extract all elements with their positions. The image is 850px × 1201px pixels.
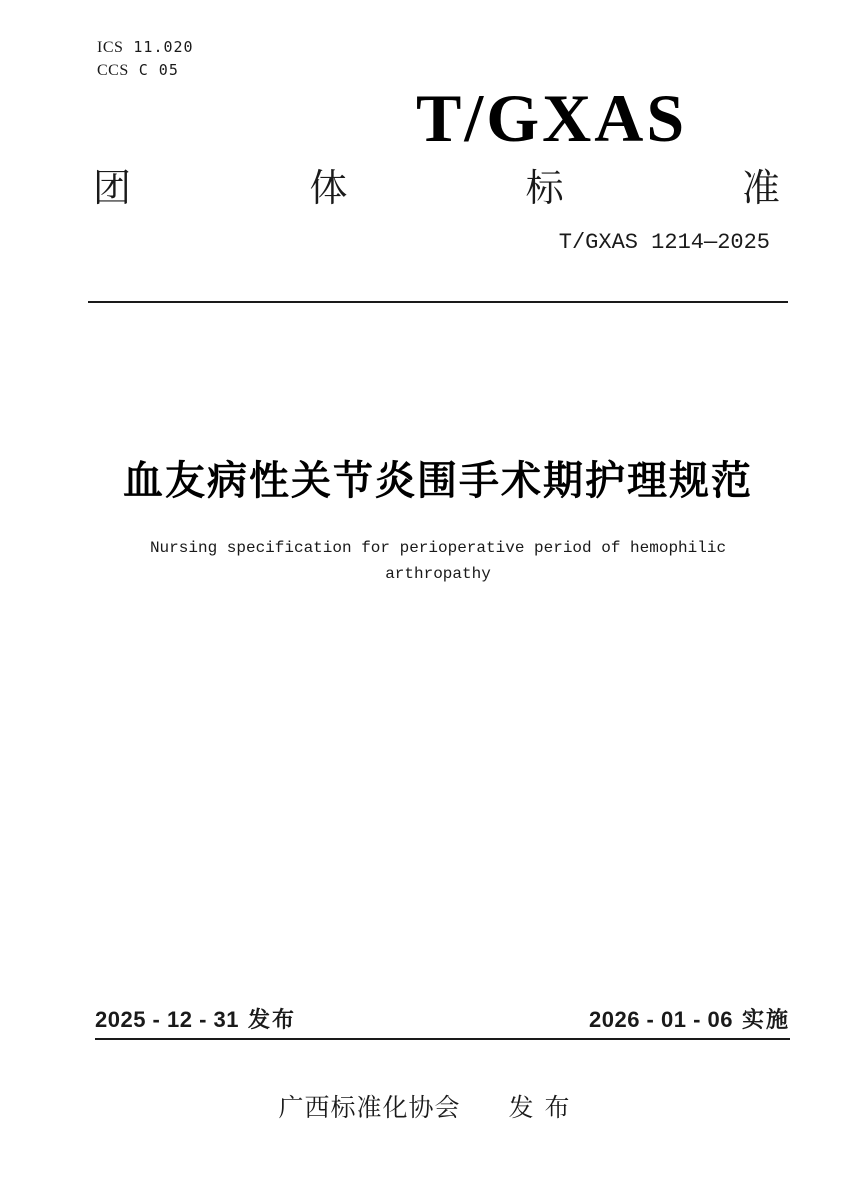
standard-title-english-line1: Nursing specification for perioperative period of hemophilic	[149, 539, 727, 557]
standard-type-char: 准	[741, 168, 780, 210]
ics-value: 11.020	[133, 38, 194, 56]
standard-type-char: 标	[525, 168, 564, 210]
ics-label: ICS	[97, 39, 124, 56]
publisher-organization: 广西标准化协会	[278, 1094, 461, 1122]
ccs-value: C 05	[138, 61, 179, 79]
society-logo-text: T/GXAS	[416, 80, 688, 156]
header-divider-line	[88, 301, 788, 303]
implementation-date-label: 实施	[741, 1007, 790, 1032]
standard-number: T/GXAS 1214—2025	[558, 230, 770, 255]
classification-codes	[97, 36, 194, 82]
implementation-date: 2026 - 01 - 06	[589, 1007, 733, 1032]
ccs-code-line	[97, 59, 194, 82]
dates-row	[95, 1006, 790, 1034]
standard-type-row	[93, 168, 780, 210]
standard-title-english-line2: arthropathy	[385, 565, 491, 583]
issue-date: 2025 - 12 - 31	[95, 1007, 239, 1032]
publisher-action-label: 发 布	[508, 1094, 572, 1122]
implementation-date-group	[589, 1006, 790, 1034]
ics-code-line	[97, 36, 194, 59]
standard-type-char: 团	[93, 168, 132, 210]
publisher-line	[0, 1092, 850, 1124]
standard-type-char: 体	[309, 168, 348, 210]
issue-date-group	[95, 1006, 296, 1034]
footer-divider-line	[95, 1038, 790, 1040]
standard-title-english	[13, 535, 850, 587]
issue-date-label: 发布	[247, 1007, 296, 1032]
ccs-label: CCS	[97, 62, 129, 79]
standard-title-chinese: 血友病性关节炎围手术期护理规范	[123, 459, 753, 503]
